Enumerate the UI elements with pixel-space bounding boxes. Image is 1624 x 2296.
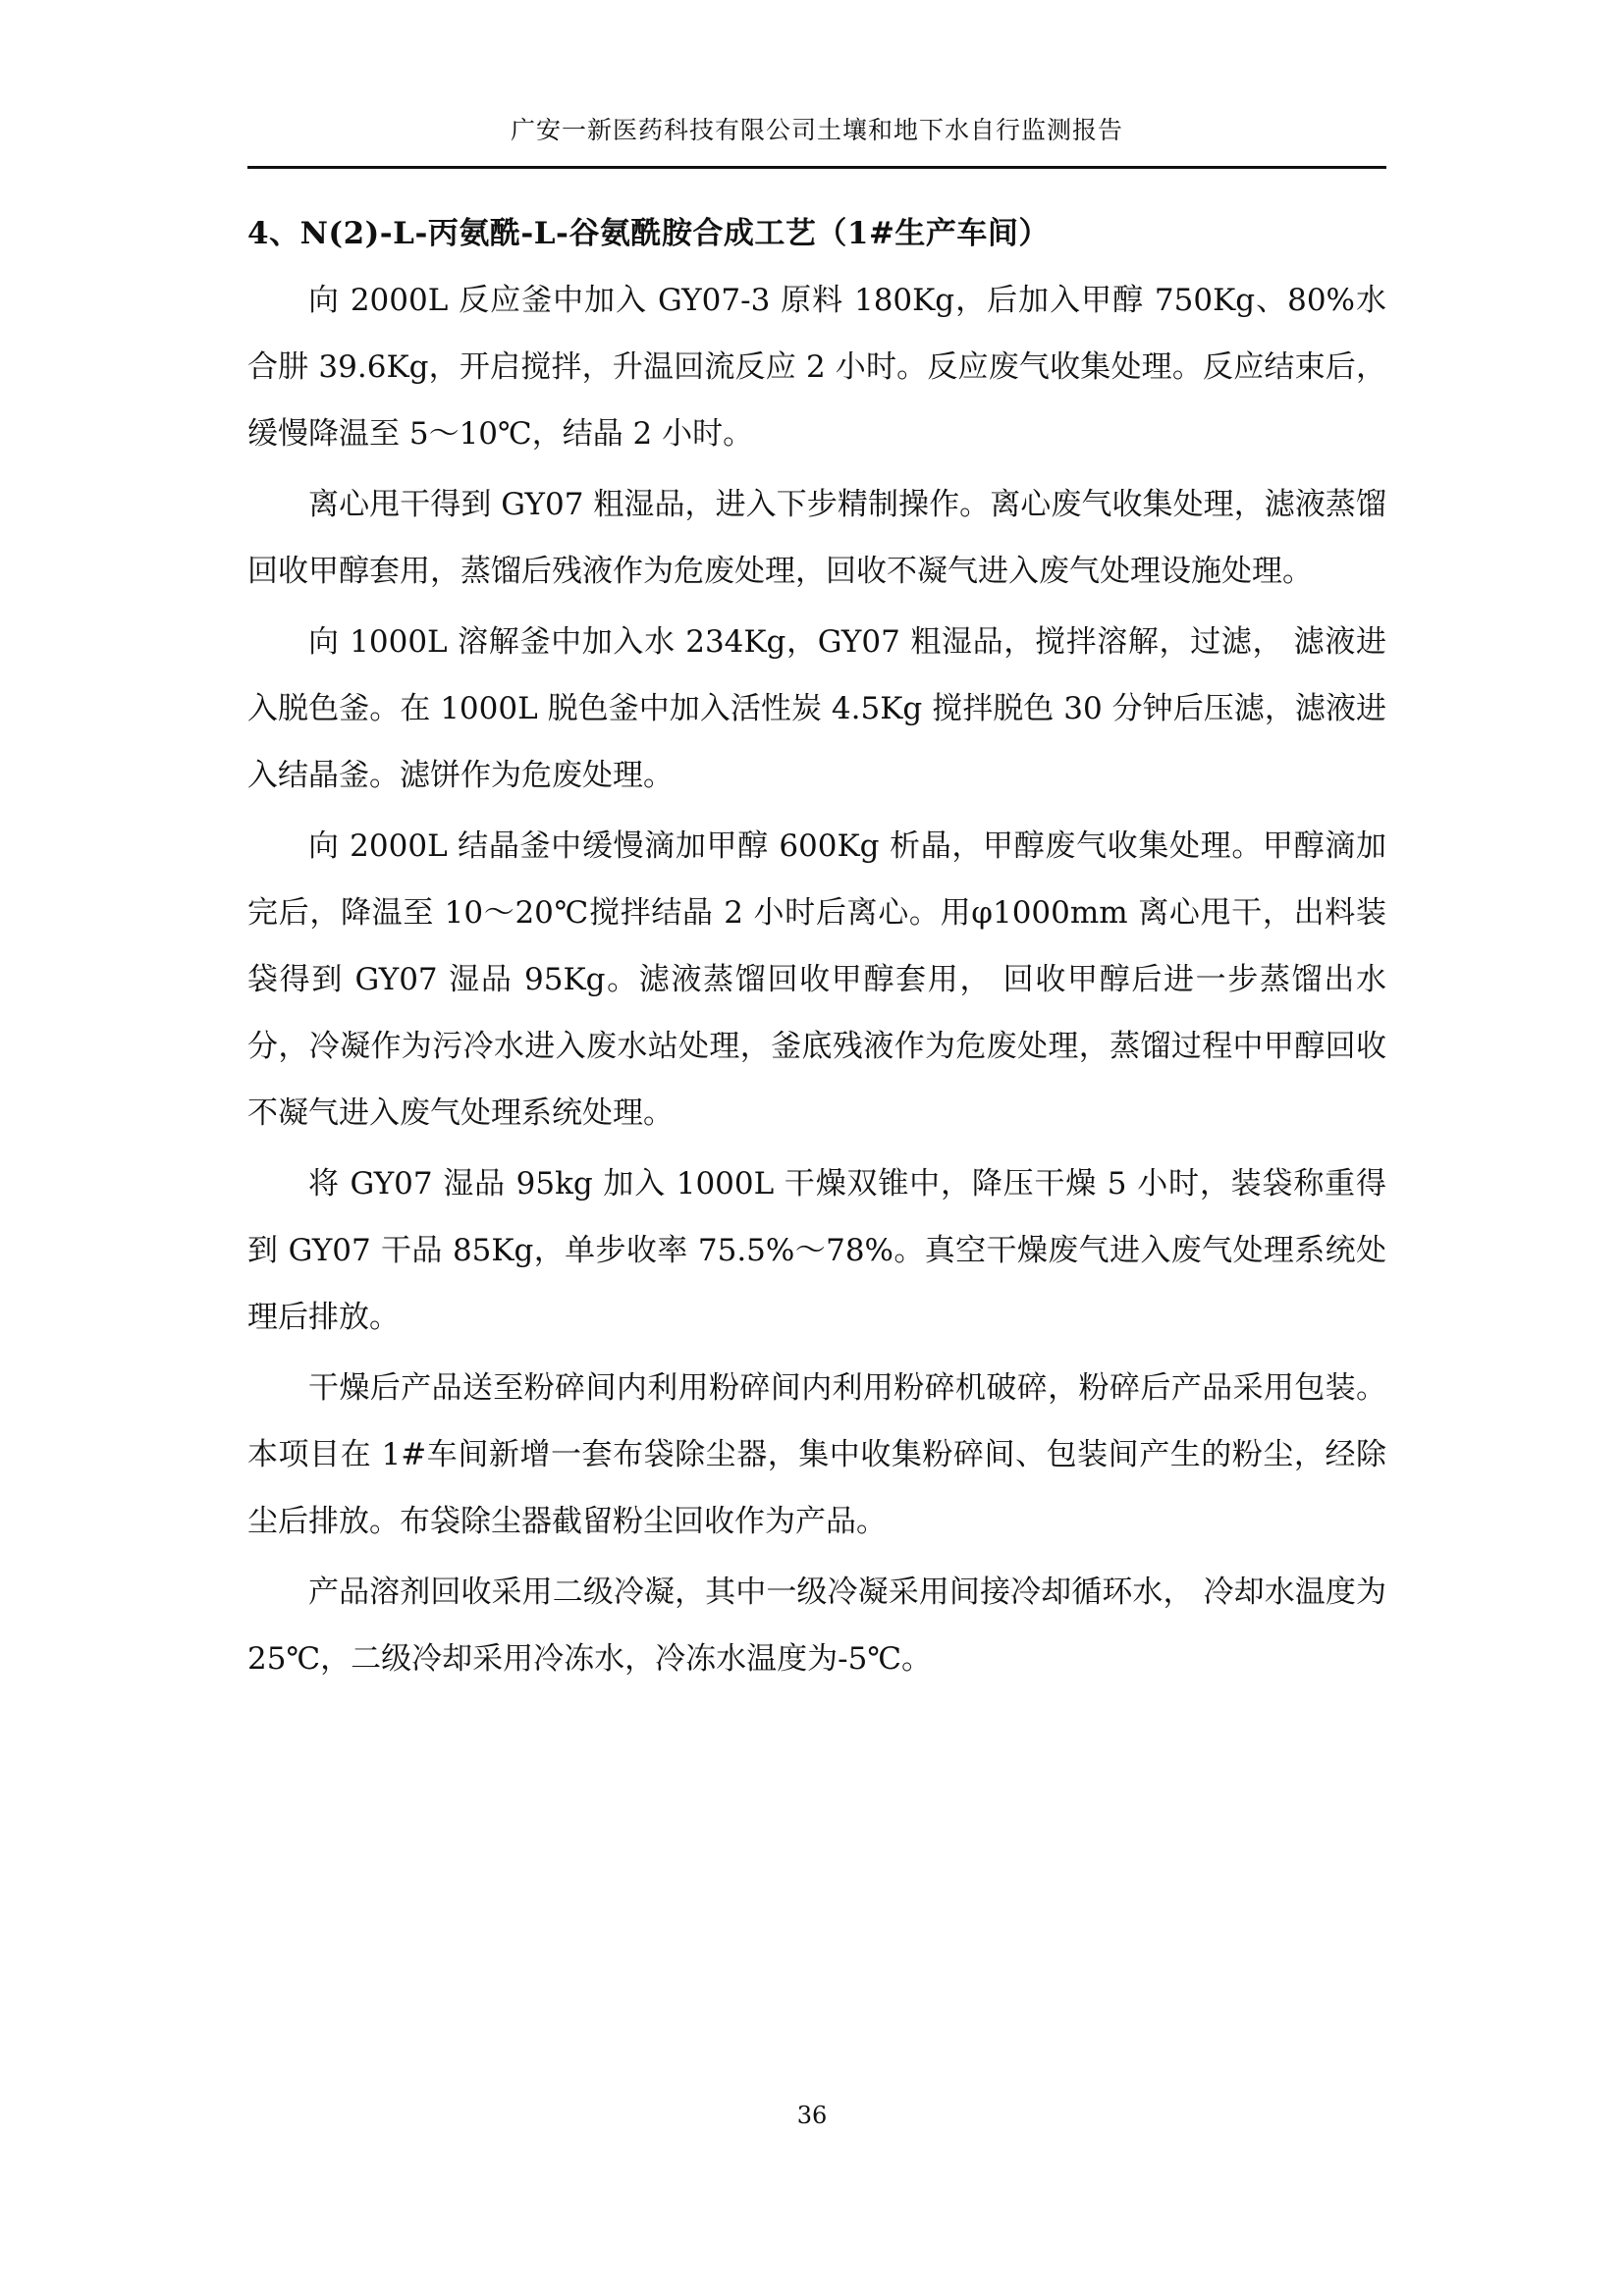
paragraph-centrifuge: 离心甩干得到 GY07 粗湿品，进入下步精制操作。离心废气收集处理，滤液蒸馏回收甲醇套用，蒸馏后残液作为危废处理，回收不凝气进入废气处理设施处理。	[247, 487, 1386, 589]
paragraph-drying: 将 GY07 湿品 95kg 加入 1000L 干燥双锥中，降压干燥 5 小时，装袋称重得到 GY07 干品 85Kg，单步收率 75.5%～78%。真空干燥废气进入废气处理系统处理后排放。	[247, 1166, 1386, 1335]
page-number: 36	[796, 2102, 828, 2129]
running-header: 广安一新医药科技有限公司土壤和地下水自行监测报告	[510, 116, 1123, 144]
paragraph-solvent-recovery: 产品溶剂回收采用二级冷凝，其中一级冷凝采用间接冷却循环水， 冷却水温度为 25℃，二级冷却采用冷冻水，冷冻水温度为-5℃。	[247, 1575, 1386, 1677]
section-heading: 4、N(2)-L-丙氨酰-L-谷氨酰胺合成工艺（1#生产车间）	[247, 216, 1050, 251]
paragraph-reaction: 向 2000L 反应釜中加入 GY07-3 原料 180Kg，后加入甲醇 750Kg、80%水合肼 39.6Kg，开启搅拌，升温回流反应 2 小时。反应废气收集处理。反应结束后，缓慢降温至 5～10℃，结晶 2 小时。	[247, 283, 1386, 452]
document-body	[247, 208, 1386, 1696]
paragraph-dissolution: 向 1000L 溶解釜中加入水 234Kg，GY07 粗湿品，搅拌溶解，过滤， 滤液进入脱色釜。在 1000L 脱色釜中加入活性炭 4.5Kg 搅拌脱色 30 分钟后压滤，滤液进入结晶釜。滤饼作为危废处理。	[247, 624, 1386, 793]
header-rule	[247, 166, 1386, 169]
paragraph-crushing: 干燥后产品送至粉碎间内利用粉碎间内利用粉碎机破碎，粉碎后产品采用包装。本项目在 1#车间新增一套布袋除尘器，集中收集粉碎间、包装间产生的粉尘，经除尘后排放。布袋除尘器截留粉尘回收作为产品。	[247, 1370, 1386, 1539]
paragraph-crystallization: 向 2000L 结晶釜中缓慢滴加甲醇 600Kg 析晶，甲醇废气收集处理。甲醇滴加完后，降温至 10～20℃搅拌结晶 2 小时后离心。用φ1000mm 离心甩干，出料装袋得到 GY07 湿品 95Kg。滤液蒸馏回收甲醇套用， 回收甲醇后进一步蒸馏出水分，冷凝作为污冷水进入废水站处理，釜底残液作为危废处理，蒸馏过程中甲醇回收不凝气进入废气处理系统处理。	[247, 828, 1386, 1131]
